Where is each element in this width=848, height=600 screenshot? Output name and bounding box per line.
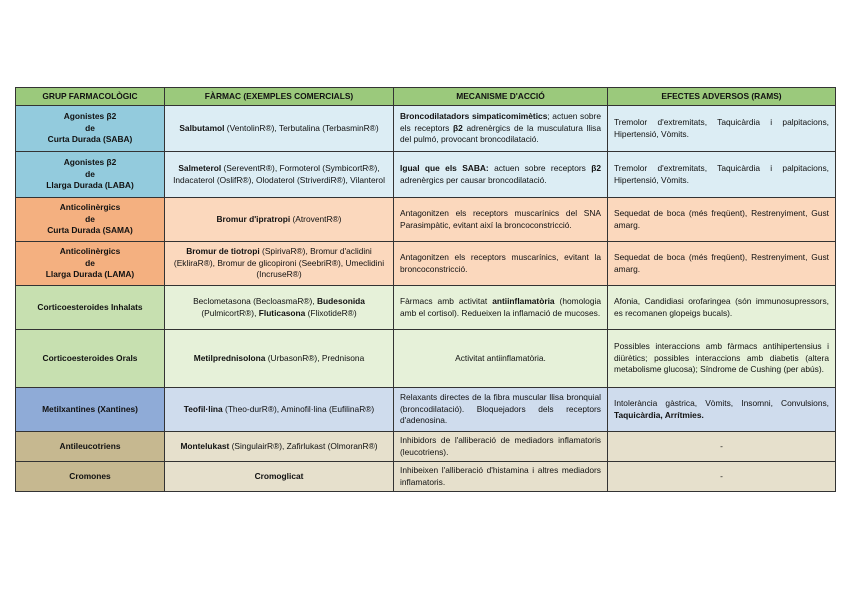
mechanism-cell	[394, 388, 608, 432]
drug-cell	[165, 462, 394, 492]
mech-text: Antagonitzen els receptors muscarínics, evitant la broncoconstricció.	[400, 251, 601, 274]
group-cell	[16, 462, 165, 492]
adverse-effects-cell	[608, 388, 836, 432]
adverse-effects-cell	[608, 286, 836, 330]
mech-text: ; actuen sobre els receptors	[400, 111, 601, 133]
table-row	[16, 242, 836, 286]
group-line: Anticolinèrgics	[59, 202, 121, 213]
header-drug: FÀRMAC (EXEMPLES COMERCIALS)	[165, 88, 394, 106]
group-cell	[16, 106, 165, 152]
drug-text: Fluticasona	[258, 307, 306, 318]
adv-text: Sequedat de boca (més freqüent), Restrenyiment, Gust amarg.	[614, 251, 829, 274]
drug-text: Budesonida	[317, 295, 365, 306]
group-line: Corticoesteroides Inhalats	[37, 301, 143, 312]
mechanism-cell	[394, 152, 608, 198]
group-line: de	[85, 213, 95, 224]
group-line: Corticoesteroides Orals	[42, 352, 138, 363]
drug-text: (SingulairR®), Zafirlukast (OlmoranR®)	[229, 440, 378, 451]
mechanism-cell	[394, 286, 608, 330]
table-row	[16, 462, 836, 492]
adv-text: Intolerància gàstrica, Vòmits, Insomni, Convulsions,	[614, 397, 829, 408]
adv-text: Tremolor d'extremitats, Taquicàrdia i palpitacions, Hipertensió, Vòmits.	[614, 116, 829, 139]
group-line: Agonistes β2	[63, 157, 117, 168]
mech-text: Antagonitzen els receptors muscarínics del SNA Parasimpàtic, evitant així la broncoconstricció.	[400, 207, 601, 230]
drug-cell	[165, 106, 394, 152]
mechanism-cell	[394, 106, 608, 152]
drug-text: Beclometasona (BecloasmaR®),	[193, 295, 317, 306]
group-cell	[16, 330, 165, 388]
table-row	[16, 198, 836, 242]
group-line: de	[85, 168, 95, 179]
mech-text: Inhibeixen l'alliberació d'histamina i altres mediadors inflamatoris.	[400, 464, 601, 487]
group-line: Llarga Durada (LABA)	[46, 180, 134, 191]
group-line: Agonistes β2	[63, 111, 117, 122]
drug-cell	[165, 432, 394, 462]
drug-text: Salmeterol	[178, 162, 222, 173]
adverse-effects-cell	[608, 198, 836, 242]
mech-text: (homologia amb el cortisol). Redueixen la inflamació de mucoses.	[400, 295, 601, 318]
drug-cell	[165, 242, 394, 286]
mech-text: Igual que els SABA:	[400, 162, 489, 173]
drug-text: (SpirivaR®), Bromur d'aclidini (EklirаR®), Bromur de glicopironi (SeebriR®), Umeclidini (IncruseR®)	[173, 246, 385, 280]
drug-text: (Theo-durR®), Aminofil·lina (EufilinaR®)	[222, 403, 375, 414]
drug-text: (PulmicortR®),	[201, 307, 259, 318]
drug-cell	[165, 330, 394, 388]
group-line: Metilxantines (Xantines)	[42, 403, 138, 414]
group-cell	[16, 198, 165, 242]
group-line: de	[85, 122, 95, 133]
adv-text: -	[720, 440, 723, 451]
adv-text: Tremolor d'extremitats, Taquicàrdia i palpitacions, Hipertensió, Vòmits.	[614, 162, 829, 185]
mech-text: Fàrmacs amb activitat	[400, 295, 493, 306]
group-line: Cromones	[69, 470, 111, 481]
group-cell	[16, 432, 165, 462]
adverse-effects-cell	[608, 432, 836, 462]
adverse-effects-cell	[608, 106, 836, 152]
mech-text: Broncodilatadors simpaticomimètics	[400, 111, 548, 122]
drug-text: (SereventR®), Formoterol (SymbicortR®), Indacaterol (OslifR®), Olodaterol (StriverdiR®), Vilanterol	[173, 162, 385, 185]
mechanism-cell	[394, 198, 608, 242]
drug-cell	[165, 198, 394, 242]
drug-cell	[165, 152, 394, 198]
table-header-row	[16, 88, 836, 106]
adverse-effects-cell	[608, 242, 836, 286]
group-line: de	[85, 257, 95, 268]
table-row	[16, 152, 836, 198]
mech-text: actuen sobre receptors	[488, 162, 592, 173]
table-row	[16, 330, 836, 388]
mech-text: adrenèrgics de la musculatura llisa del pulmó, provocant broncodilatació.	[400, 122, 601, 145]
drug-text: Metilprednisolona	[193, 352, 266, 363]
drug-text: (FlixotideR®)	[305, 307, 357, 318]
group-line: Curta Durada (SAMA)	[47, 225, 133, 236]
group-line: Curta Durada (SABA)	[47, 134, 133, 145]
mech-text: β2	[453, 122, 463, 133]
mech-text: β2	[591, 162, 601, 173]
mech-text: Relaxants directes de la fibra muscular llisa bronquial (broncodilatació). Bloquejadors dels receptors d'adenosina.	[400, 392, 601, 426]
mech-text: antiinflamatòria	[492, 295, 555, 306]
drug-text: Bromur de tiotropi	[186, 246, 260, 257]
adverse-effects-cell	[608, 330, 836, 388]
header-group: GRUP FARMACOLÒGIC	[16, 88, 165, 106]
drug-text: Salbutamol	[179, 122, 225, 133]
pharmacology-table	[15, 87, 836, 492]
drug-cell	[165, 388, 394, 432]
header-mechanism: MECANISME D'ACCIÓ	[394, 88, 608, 106]
drug-cell	[165, 286, 394, 330]
table-row	[16, 286, 836, 330]
adv-text: Possibles interaccions amb fàrmacs antihipertensius i diürètics; possibles interaccions amb diabetis (altera metabolisme glucosa); Síndrome de Cushing (per abús).	[614, 341, 829, 375]
group-cell	[16, 388, 165, 432]
table-row	[16, 388, 836, 432]
adverse-effects-cell	[608, 462, 836, 492]
mechanism-cell	[394, 432, 608, 462]
drug-text: (AtroventR®)	[290, 213, 342, 224]
drug-text: (UrbasonR®), Prednisona	[265, 352, 365, 363]
group-line: Anticolinèrgics	[59, 246, 121, 257]
group-line: Antileucotriens	[59, 440, 121, 451]
drug-text: Teofil·lina	[183, 403, 223, 414]
group-cell	[16, 242, 165, 286]
group-cell	[16, 152, 165, 198]
adverse-effects-cell	[608, 152, 836, 198]
drug-text: (VentolinR®), Terbutalina (TerbasminR®)	[224, 122, 379, 133]
group-line: Llarga Durada (LAMA)	[45, 269, 135, 280]
header-adverse-effects: EFECTES ADVERSOS (RAMS)	[608, 88, 836, 106]
mechanism-cell	[394, 330, 608, 388]
adv-text: Afonia, Candidiasi orofaringea (són immunosupressors, es recomanen glopeigs bucals).	[614, 295, 829, 318]
adv-text: Sequedat de boca (més freqüent), Restrenyiment, Gust amarg.	[614, 207, 829, 230]
mechanism-cell	[394, 462, 608, 492]
mech-text: Inhibidors de l'alliberació de mediadors inflamatoris (leucotriens).	[400, 434, 601, 457]
mech-text: adrenèrgics per causar broncodilatació.	[400, 174, 547, 185]
table-row	[16, 106, 836, 152]
adv-text: -	[720, 470, 723, 481]
group-cell	[16, 286, 165, 330]
adv-text: Taquicàrdia, Arrítmies.	[614, 409, 704, 420]
drug-text: Bromur d'ipratropi	[216, 213, 291, 224]
table-row	[16, 432, 836, 462]
mechanism-cell	[394, 242, 608, 286]
drug-text: Montelukast	[180, 440, 230, 451]
drug-text: Cromoglicat	[254, 470, 304, 481]
mech-text: Activitat antiinflamatòria.	[455, 352, 546, 363]
